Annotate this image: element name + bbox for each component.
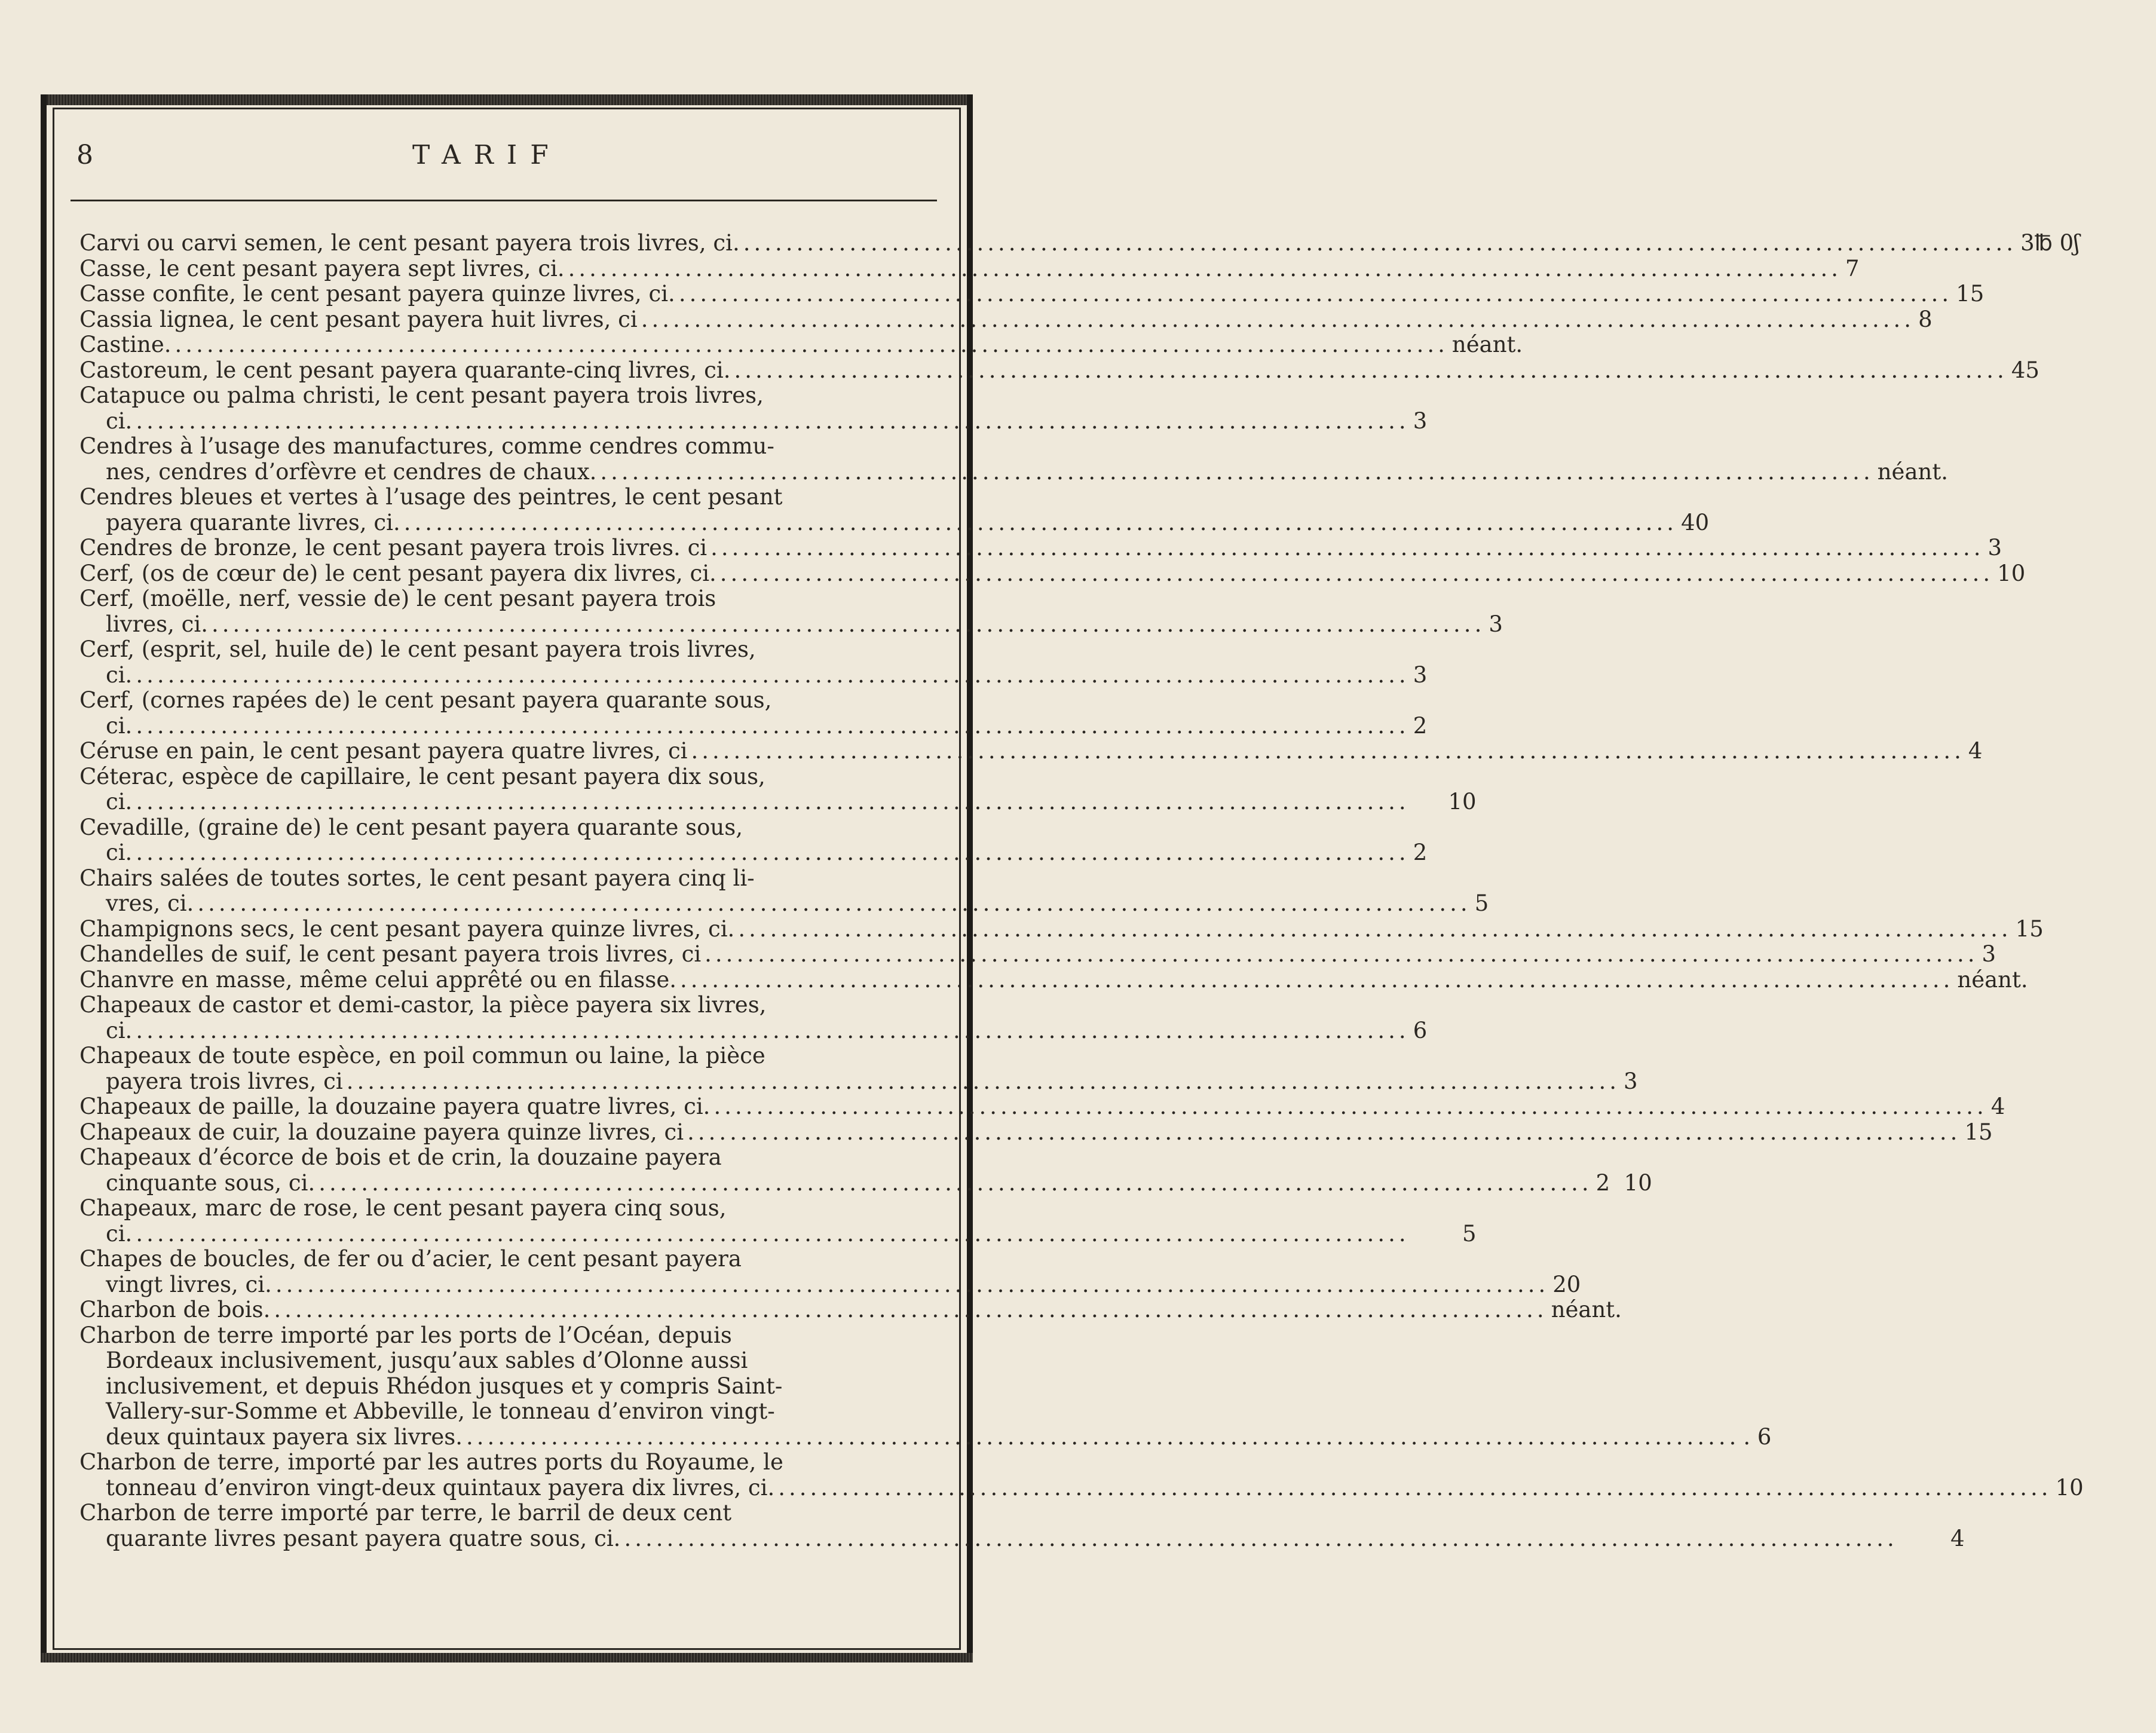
tariff-line bbox=[79, 255, 1860, 282]
page-border-inner-left bbox=[53, 108, 54, 1649]
dot-leader: ........................................................................................................................ bbox=[734, 357, 2008, 383]
tariff-line-text: Chanvre en masse, même celui apprêté ou en filasse. bbox=[79, 966, 676, 993]
tariff-duty-value: néant. bbox=[1451, 332, 1523, 357]
tariff-line-text: Chairs salées de toutes sortes, le cent pesant payera cinq li- bbox=[79, 865, 755, 891]
tariff-line bbox=[79, 230, 2080, 256]
dot-leader: ........................................................................................................................ bbox=[466, 1423, 1740, 1450]
running-head: TARIF bbox=[412, 140, 562, 170]
tariff-duty-value: 45 bbox=[2011, 357, 2039, 383]
tariff-duty-value: 40 bbox=[1681, 509, 1710, 535]
dot-leader: ........................................................................................................................ bbox=[136, 712, 1410, 739]
tariff-duty-value: 2 bbox=[1413, 712, 1428, 739]
tariff-duty-value: néant. bbox=[1551, 1297, 1622, 1322]
tariff-line-text: Casse confite, le cent pesant payera quinze livres, ci. bbox=[79, 281, 675, 307]
tariff-line bbox=[79, 688, 935, 714]
dot-leader: ........................................................................................................................ bbox=[136, 1220, 1410, 1247]
tariff-line bbox=[79, 866, 935, 892]
dot-leader: ........................................................................................................................ bbox=[710, 535, 1984, 561]
tariff-line bbox=[79, 840, 1428, 866]
dot-leader: ........................................................................................................................ bbox=[274, 1297, 1548, 1322]
tariff-line-text: Castoreum, le cent pesant payera quarante-cinq livres, ci. bbox=[79, 357, 731, 383]
tariff-entries bbox=[79, 230, 2084, 1551]
tariff-line-text: Chapeaux d’écorce de bois et de crin, la douzaine payera bbox=[79, 1144, 722, 1170]
tariff-duty-value: 7 bbox=[1845, 255, 1860, 281]
tariff-duty-value: 10 bbox=[1413, 789, 1477, 815]
tariff-duty-value: 3 bbox=[1982, 941, 1996, 967]
tariff-line bbox=[79, 789, 1477, 815]
tariff-line-text: Chapeaux, marc de rose, le cent pesant payera cinq sous, bbox=[79, 1195, 727, 1221]
tariff-line-text: ci. bbox=[106, 789, 133, 815]
tariff-line bbox=[79, 1119, 1993, 1146]
tariff-duty-value: néant. bbox=[1877, 458, 1948, 485]
tariff-line bbox=[79, 1399, 935, 1425]
tariff-line-text: Cerf, (os de cœur de) le cent pesant payera dix livres, ci. bbox=[79, 560, 716, 586]
dot-leader: ........................................................................................................................ bbox=[318, 1169, 1592, 1196]
tariff-line bbox=[79, 383, 935, 409]
tariff-line-text: cinquante sous, ci. bbox=[106, 1169, 316, 1196]
tariff-line bbox=[79, 434, 935, 460]
dot-leader: ........................................................................................................................ bbox=[743, 230, 2017, 256]
tariff-duty-value: 15 bbox=[1964, 1119, 1993, 1145]
tariff-duty-value: 3 bbox=[1413, 408, 1428, 434]
page-border-bottom-inner bbox=[53, 1648, 961, 1650]
tariff-line bbox=[79, 509, 1710, 536]
tariff-duty-value: 6 bbox=[1413, 1017, 1428, 1043]
tariff-line bbox=[79, 1145, 935, 1171]
tariff-line bbox=[79, 306, 1933, 333]
tariff-line-text: ci. bbox=[106, 1017, 133, 1043]
tariff-line-text: livres, ci. bbox=[106, 611, 208, 637]
dot-leader: ........................................................................................................................ bbox=[403, 509, 1678, 535]
tariff-duty-value: 8 bbox=[1918, 306, 1933, 332]
tariff-line-text: vingt livres, ci. bbox=[106, 1271, 272, 1297]
tariff-line-text: Cerf, (moëlle, nerf, vessie de) le cent pesant payera trois bbox=[79, 586, 716, 611]
tariff-line bbox=[79, 637, 935, 663]
dot-leader: ........................................................................................................................ bbox=[136, 840, 1410, 865]
tariff-duty-value: 3 bbox=[1624, 1068, 1638, 1094]
tariff-duty-value: 4 bbox=[1901, 1525, 1965, 1551]
tariff-line-text: Chapeaux de cuir, la douzaine payera quinze livres, ci bbox=[79, 1119, 684, 1145]
tariff-duty-value: 5 bbox=[1413, 1220, 1477, 1247]
tariff-duty-value: . 6 bbox=[1743, 1423, 1772, 1450]
tariff-line-text: Cevadille, (graine de) le cent pesant payera quarante sous, bbox=[79, 814, 743, 840]
dot-leader: ........................................................................................................................ bbox=[778, 1474, 2052, 1501]
tariff-line bbox=[79, 1374, 935, 1400]
tariff-line bbox=[79, 1220, 1477, 1247]
tariff-line bbox=[79, 890, 1489, 917]
tariff-line-text: ci. bbox=[106, 408, 133, 434]
header-rule bbox=[71, 200, 937, 201]
tariff-line bbox=[79, 662, 1428, 688]
tariff-line-text: Cerf, (esprit, sel, huile de) le cent pesant payera trois livres, bbox=[79, 636, 756, 662]
tariff-line-text: Charbon de terre importé par terre, le barril de deux cent bbox=[79, 1500, 732, 1526]
dot-leader: ........................................................................................................................ bbox=[600, 458, 1874, 485]
tariff-duty-value: 3 bbox=[1489, 611, 1503, 637]
tariff-line-text: Vallery-sur-Somme et Abbeville, le tonneau d’environ vingt- bbox=[106, 1398, 775, 1424]
dot-leader: ........................................................................................................................ bbox=[136, 789, 1410, 815]
tariff-line-text: Céruse en pain, le cent pesant payera quatre livres, ci bbox=[79, 738, 688, 764]
tariff-line-text: Cendres à l’usage des manufactures, comme cendres commu- bbox=[79, 433, 774, 459]
tariff-line-text: ci. bbox=[106, 840, 133, 865]
dot-leader: ........................................................................................................................ bbox=[568, 255, 1842, 281]
dot-leader: ........................................................................................................................ bbox=[738, 916, 2012, 942]
dot-leader: ........................................................................................................................ bbox=[136, 662, 1410, 688]
tariff-duty-value: 4 bbox=[1968, 738, 1983, 764]
dot-leader: ........................................................................................................................ bbox=[719, 560, 1994, 586]
tariff-line-text: Cendres de bronze, le cent pesant payera trois livres. ci bbox=[79, 535, 708, 561]
tariff-line bbox=[79, 1196, 935, 1221]
tariff-line bbox=[79, 764, 935, 790]
tariff-line bbox=[79, 941, 1996, 967]
tariff-duty-value: 10 bbox=[2055, 1474, 2084, 1501]
tariff-line bbox=[79, 1094, 2005, 1120]
tariff-line bbox=[79, 1247, 935, 1272]
dot-leader: ........................................................................................................................ bbox=[174, 332, 1448, 357]
tariff-line bbox=[79, 1169, 1652, 1196]
tariff-line bbox=[79, 1297, 1622, 1323]
tariff-line bbox=[79, 916, 2044, 942]
dot-leader: ........................................................................................................................ bbox=[680, 966, 1954, 993]
tariff-line-text: ci. bbox=[106, 1220, 133, 1247]
tariff-line bbox=[79, 1501, 935, 1526]
tariff-line-text: Carvi ou carvi semen, le cent pesant payera trois livres, ci. bbox=[79, 230, 740, 256]
tariff-line bbox=[79, 586, 935, 612]
tariff-line-text: Cassia lignea, le cent pesant payera huit livres, ci bbox=[79, 306, 638, 332]
tariff-line-text: Casse, le cent pesant payera sept livres, ci. bbox=[79, 255, 565, 281]
tariff-line-text: vres, ci. bbox=[106, 890, 194, 916]
tariff-line-text: ci. bbox=[106, 662, 133, 688]
dot-leader: ........................................................................................................................ bbox=[136, 408, 1410, 434]
tariff-duty-value: 20 bbox=[1552, 1271, 1581, 1297]
tariff-line-text: inclusivement, et depuis Rhédon jusques et y compris Saint- bbox=[106, 1373, 783, 1399]
tariff-line-text: quarante livres pesant payera quatre sous, ci. bbox=[106, 1525, 621, 1551]
tariff-line bbox=[79, 332, 1523, 358]
dot-leader: ........................................................................................................................ bbox=[691, 738, 1965, 764]
tariff-line bbox=[79, 966, 2028, 993]
dot-leader: ........................................................................................................................ bbox=[275, 1271, 1549, 1297]
tariff-duty-value: 4 bbox=[1990, 1094, 2005, 1119]
tariff-line-text: Chapeaux de paille, la douzaine payera quatre livres, ci. bbox=[79, 1094, 710, 1119]
tariff-duty-value: 3 bbox=[1987, 535, 2002, 561]
tariff-line bbox=[79, 1043, 935, 1069]
dot-leader: ........................................................................................................................ bbox=[624, 1525, 1898, 1551]
tariff-line-text: tonneau d’environ vingt-deux quintaux payera dix livres, ci. bbox=[106, 1474, 775, 1501]
tariff-duty-value: 15 bbox=[1956, 281, 1984, 307]
tariff-line-text: Chandelles de suif, le cent pesant payera trois livres, ci bbox=[79, 941, 702, 967]
page-border-bottom bbox=[41, 1653, 973, 1662]
dot-leader: ........................................................................................................................ bbox=[211, 611, 1486, 637]
tariff-duty-value: 3℔ 0ʃ bbox=[2020, 230, 2080, 256]
tariff-line bbox=[79, 1450, 935, 1475]
tariff-line-text: deux quintaux payera six livres. bbox=[106, 1423, 463, 1450]
tariff-line bbox=[79, 281, 1984, 307]
tariff-line bbox=[79, 1348, 935, 1374]
dot-leader: ........................................................................................................................ bbox=[346, 1068, 1621, 1094]
tariff-line-text: Cendres bleues et vertes à l’usage des peintres, le cent pesant bbox=[79, 484, 783, 510]
tariff-line-text: Bordeaux inclusivement, jusqu’aux sables d’Olonne aussi bbox=[106, 1348, 748, 1373]
tariff-line-text: Chapeaux de castor et demi-castor, la pièce payera six livres, bbox=[79, 992, 767, 1018]
tariff-line bbox=[79, 560, 2026, 587]
tariff-line-text: Castine. bbox=[79, 332, 172, 357]
tariff-line-text: Chapes de boucles, de fer ou d’acier, le cent pesant payera bbox=[79, 1246, 742, 1272]
tariff-line bbox=[79, 1017, 1428, 1044]
tariff-line bbox=[79, 535, 2002, 561]
tariff-duty-value: 2 bbox=[1413, 840, 1428, 865]
tariff-line bbox=[79, 815, 935, 841]
dot-leader: ........................................................................................................................ bbox=[197, 890, 1471, 916]
page-number: 8 bbox=[76, 140, 93, 170]
tariff-line-text: Charbon de terre importé par les ports de l’Océan, depuis bbox=[79, 1322, 732, 1348]
tariff-line-text: Charbon de bois. bbox=[79, 1297, 271, 1322]
tariff-line bbox=[79, 357, 2039, 384]
tariff-line-text: Champignons secs, le cent pesant payera quinze livres, ci. bbox=[79, 916, 735, 942]
tariff-line bbox=[79, 1068, 1638, 1095]
tariff-line bbox=[79, 458, 1948, 485]
tariff-line bbox=[79, 1525, 1965, 1552]
tariff-line-text: Catapuce ou palma christi, le cent pesant payera trois livres, bbox=[79, 382, 764, 408]
tariff-duty-value: 3 bbox=[1413, 662, 1428, 688]
tariff-line bbox=[79, 1423, 1772, 1450]
tariff-line-text: payera quarante livres, ci. bbox=[106, 509, 400, 535]
tariff-line-text: payera trois livres, ci bbox=[106, 1068, 343, 1094]
dot-leader: ........................................................................................................................ bbox=[678, 281, 1953, 307]
tariff-line-text: Céterac, espèce de capillaire, le cent pesant payera dix sous, bbox=[79, 763, 765, 789]
tariff-line bbox=[79, 993, 935, 1018]
tariff-duty-value: 10 bbox=[1997, 560, 2026, 586]
tariff-line-text: Cerf, (cornes rapées de) le cent pesant payera quarante sous, bbox=[79, 687, 772, 713]
tariff-line bbox=[79, 1474, 2084, 1501]
tariff-line-text: Chapeaux de toute espèce, en poil commun ou laine, la pièce bbox=[79, 1043, 765, 1068]
tariff-duty-value: 5 bbox=[1474, 890, 1489, 916]
tariff-line-text: ci. bbox=[106, 712, 133, 739]
tariff-line bbox=[79, 1323, 935, 1349]
tariff-line-text: Charbon de terre, importé par les autres ports du Royaume, le bbox=[79, 1449, 783, 1475]
tariff-line bbox=[79, 1271, 1581, 1298]
tariff-duty-value: néant. bbox=[1957, 966, 2028, 993]
dot-leader: ........................................................................................................................ bbox=[713, 1094, 1987, 1119]
tariff-line bbox=[79, 611, 1503, 638]
dot-leader: ........................................................................................................................ bbox=[687, 1119, 1961, 1145]
tariff-duty-value: 15 bbox=[2015, 916, 2044, 942]
tariff-line-text: nes, cendres d’orfèvre et cendres de chaux. bbox=[106, 458, 597, 485]
dot-leader: ........................................................................................................................ bbox=[136, 1017, 1410, 1043]
tariff-line bbox=[79, 485, 935, 510]
tariff-line bbox=[79, 712, 1428, 739]
tariff-line bbox=[79, 738, 1983, 764]
dot-leader: ........................................................................................................................ bbox=[641, 306, 1915, 332]
tariff-line bbox=[79, 408, 1428, 434]
tariff-duty-value: 2 10 bbox=[1595, 1169, 1652, 1196]
dot-leader: ........................................................................................................................ bbox=[705, 941, 1979, 967]
